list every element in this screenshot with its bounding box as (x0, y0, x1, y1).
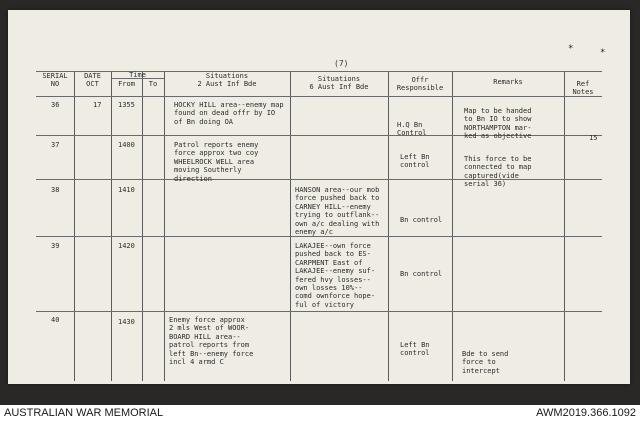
corner-mark: * (568, 44, 574, 54)
header-situations-6-bde: Situations 6 Aust Inf Bde (309, 75, 369, 92)
header-date: DATE OCT (84, 72, 101, 89)
row-serial: 40 (51, 316, 60, 324)
row-ref-notes: 15 (589, 134, 598, 142)
footer-accession-number: AWM2019.366.1092 (536, 407, 636, 419)
row-offr-responsible: Bn control (400, 270, 443, 278)
row-situation-2-bde: Patrol reports enemy force approx two coy WHEELROCK WELL area moving Southerly direction (174, 141, 259, 183)
row-remarks: This force to be connected to map captured(vide serial 36) (464, 155, 532, 189)
row-situation-6-bde: LAKAJEE--own force pushed back to ES- CARPMENT East of LAKAJEE--enemy suf- fered hvy losses-- own losses 10%-- comd ownforce hope- ful of victory (295, 242, 376, 309)
header-time-to: To (148, 80, 158, 88)
row-serial: 39 (51, 242, 60, 250)
header-remarks: Remarks (493, 78, 523, 86)
row-serial: 38 (51, 186, 60, 194)
header-situations-2-bde: Situations 2 Aust Inf Bde (197, 72, 257, 89)
row-situation-2-bde: HOCKY HILL area--enemy map found on dead offr by IO of Bn doing OA (174, 101, 284, 126)
header-time: Time (129, 71, 146, 79)
row-remarks: Bde to send force to intercept (462, 350, 509, 375)
corner-mark: * (600, 48, 606, 58)
page-number: (7) (334, 59, 349, 68)
row-date: 17 (93, 101, 102, 109)
header-time-from: From (118, 80, 135, 88)
header-offr-responsible: Offr Responsible (396, 76, 444, 93)
row-time-from: 1410 (118, 186, 135, 194)
row-offr-responsible: Left Bn control (400, 153, 430, 170)
row-time-from: 1355 (118, 101, 135, 109)
row-time-from: 1420 (118, 242, 135, 250)
row-offr-responsible: Left Bn control (400, 341, 430, 358)
header-serial: SERIAL NO (42, 72, 68, 89)
header-ref-notes: Ref Notes (572, 80, 594, 97)
row-situation-2-bde: Enemy force approx 2 mls West of WOOR- BOARD HILL area-- patrol reports from left Bn--enemy force incl 4 armd C (169, 316, 254, 367)
row-situation-6-bde: HANSON area--our mob force pushed back to CARNEY HILL--enemy trying to outflank-- own a/c dealing with enemy a/c (295, 186, 380, 237)
row-time-from: 1430 (118, 318, 135, 326)
row-time-from: 1400 (118, 141, 135, 149)
row-offr-responsible: H.Q Bn Control (397, 121, 427, 138)
row-serial: 37 (51, 141, 60, 149)
row-remarks: Map to be handed to Bn IO to show NORTHAMPTON mar- ked as objective (464, 107, 532, 141)
row-offr-responsible: Bn control (400, 216, 443, 224)
situation-table (36, 71, 602, 381)
footer-institution: AUSTRALIAN WAR MEMORIAL (4, 407, 164, 419)
row-serial: 36 (51, 101, 60, 109)
